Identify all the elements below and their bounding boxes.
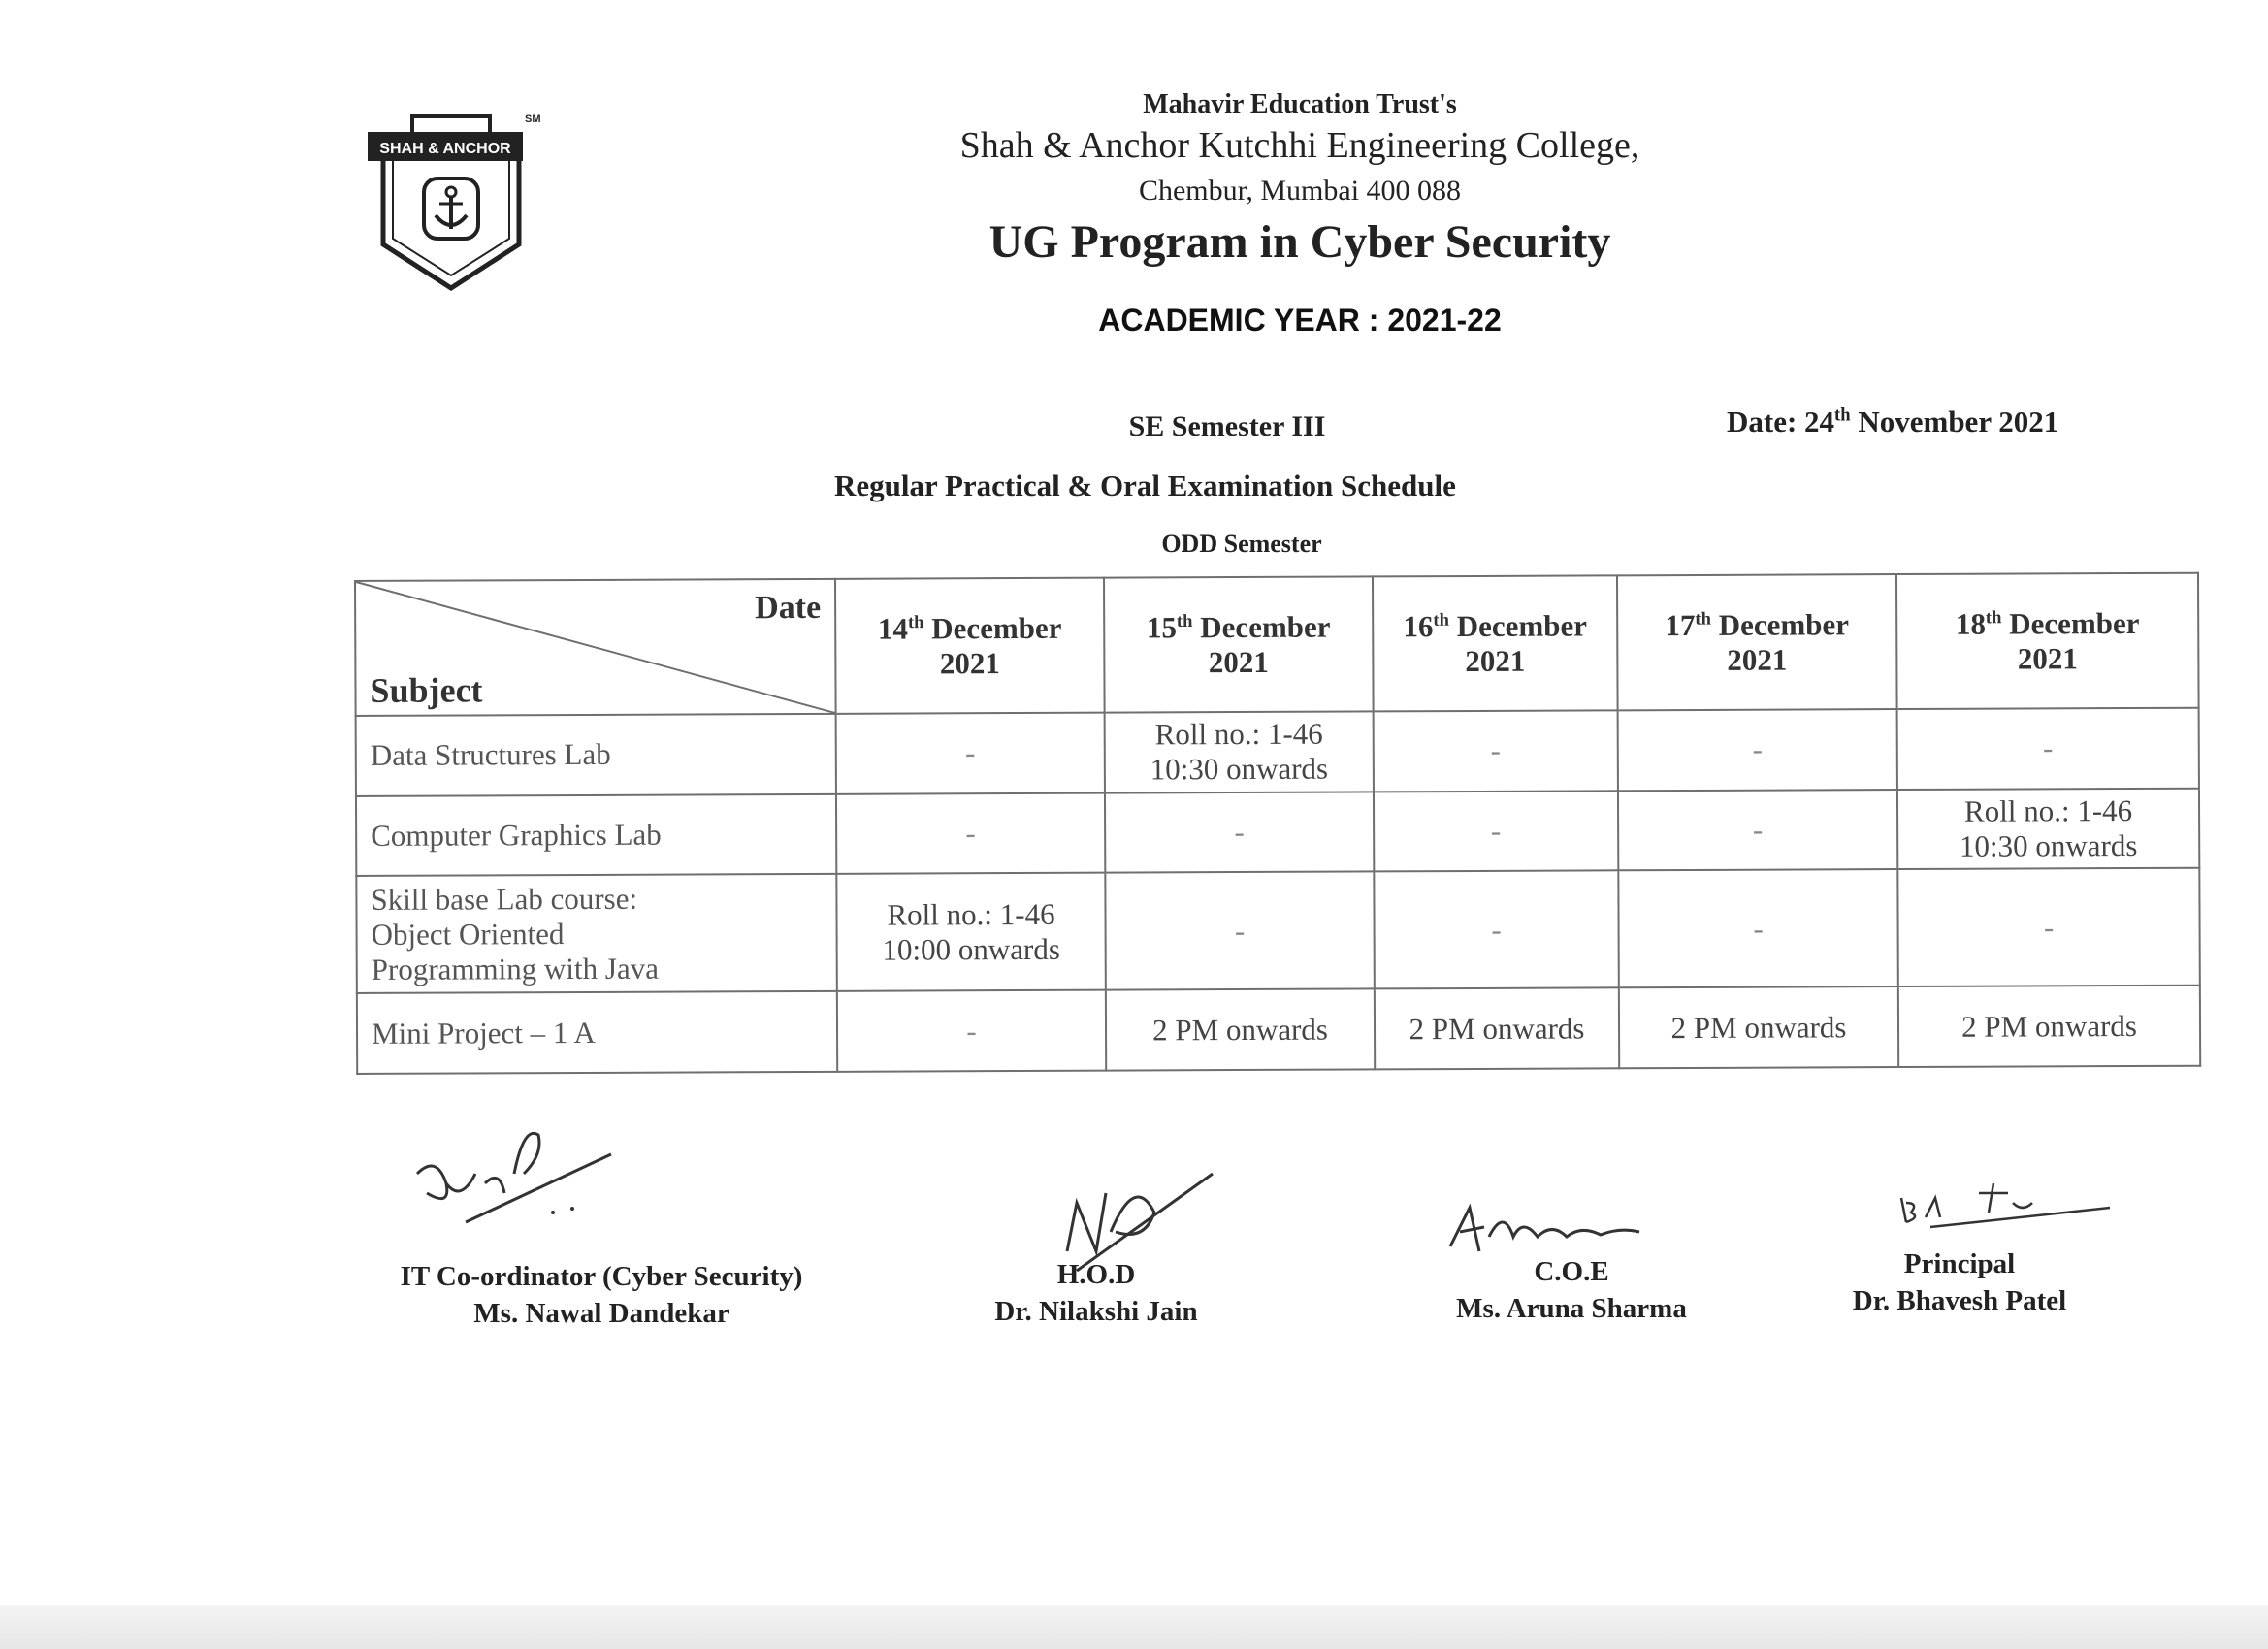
date-column-header: 17th December 2021 [1617,574,1897,710]
signatory-name: Dr. Bhavesh Patel [1852,1285,2067,1316]
signatory-hod [931,1256,1261,1330]
subject-cell: Mini Project – 1 A [357,991,837,1074]
schedule-cell: - [1618,869,1898,987]
schedule-cell: - [1897,708,2199,790]
signatory-role: H.O.D [1056,1259,1136,1290]
logo-text: SHAH & ANCHOR [379,141,511,157]
schedule-cell: Roll no.: 1-46 10:00 onwards [836,873,1106,991]
exam-schedule-table [354,572,2201,1075]
semester-label: SE Semester III [1128,410,1326,442]
trust-name: Mahavir Education Trust's [1143,89,1457,119]
corner-subject-label: Subject [370,670,483,711]
schedule-title: Regular Practical & Oral Examination Schedule [834,469,1456,502]
signatory-role: Principal [1903,1248,2016,1279]
signatory-name: Ms. Nawal Dandekar [473,1298,729,1329]
corner-date-label: Date [755,589,822,627]
schedule-cell: 2 PM onwards [1619,986,1898,1068]
schedule-cell: - [1618,790,1897,871]
schedule-cell: 2 PM onwards [1375,988,1619,1070]
schedule-cell: - [1105,792,1374,873]
schedule-cell: Roll no.: 1-46 10:30 onwards [1105,712,1374,793]
signatory-principal [1804,1245,2115,1319]
signatory-role: IT Co-ordinator (Cyber Security) [400,1261,803,1292]
program-title: UG Program in Cyber Security [988,216,1611,268]
signature-principal-icon [1892,1179,2115,1237]
scan-edge-shadow [0,1605,2268,1649]
signatory-coe [1397,1253,1746,1327]
table-header-row [355,573,2199,716]
subject-cell: Computer Graphics Lab [356,794,836,877]
schedule-cell: - [837,990,1106,1072]
schedule-cell: - [1374,791,1618,872]
schedule-cell: - [1105,872,1375,990]
date-column-header: 15th December 2021 [1104,576,1374,712]
table-row [357,986,2200,1074]
signatory-role: C.O.E [1534,1256,1609,1287]
subject-cell: Skill base Lab course: Object Oriented Programming with Java [356,874,837,993]
college-logo-icon [364,109,541,293]
logo-mark: SM [525,113,541,125]
date-column-header: 18th December 2021 [1896,573,2199,709]
schedule-cell: 2 PM onwards [1106,989,1375,1071]
schedule-cell: - [1374,871,1619,989]
subject-cell: Data Structures Lab [356,714,836,796]
schedule-cell: - [1897,868,2200,986]
table-row [356,868,2200,993]
signatory-coordinator [359,1258,844,1332]
schedule-cell: 2 PM onwards [1898,986,2200,1067]
college-address: Chembur, Mumbai 400 088 [1138,175,1462,207]
odd-semester-label: ODD Semester [1161,530,1322,558]
date-column-header: 14th December 2021 [835,578,1105,714]
college-name: Shah & Anchor Kutchhi Engineering College, [959,125,1640,166]
schedule-cell: - [1618,709,1897,791]
schedule-cell: - [1374,710,1618,792]
academic-year: ACADEMIC YEAR : 2021-22 [1098,303,1502,338]
table-corner-cell [355,579,836,716]
issue-date: Date: 24th November 2021 [1727,404,2059,438]
schedule-cell: Roll no.: 1-46 10:30 onwards [1897,788,2199,869]
signatory-name: Dr. Nilakshi Jain [994,1296,1198,1327]
date-column-header: 16th December 2021 [1373,575,1618,711]
signature-coordinator-icon [407,1116,621,1242]
schedule-cell: - [836,713,1105,794]
table-row [356,708,2199,796]
table-row [356,788,2199,876]
schedule-cell: - [836,792,1105,874]
signatory-name: Ms. Aruna Sharma [1456,1293,1687,1324]
